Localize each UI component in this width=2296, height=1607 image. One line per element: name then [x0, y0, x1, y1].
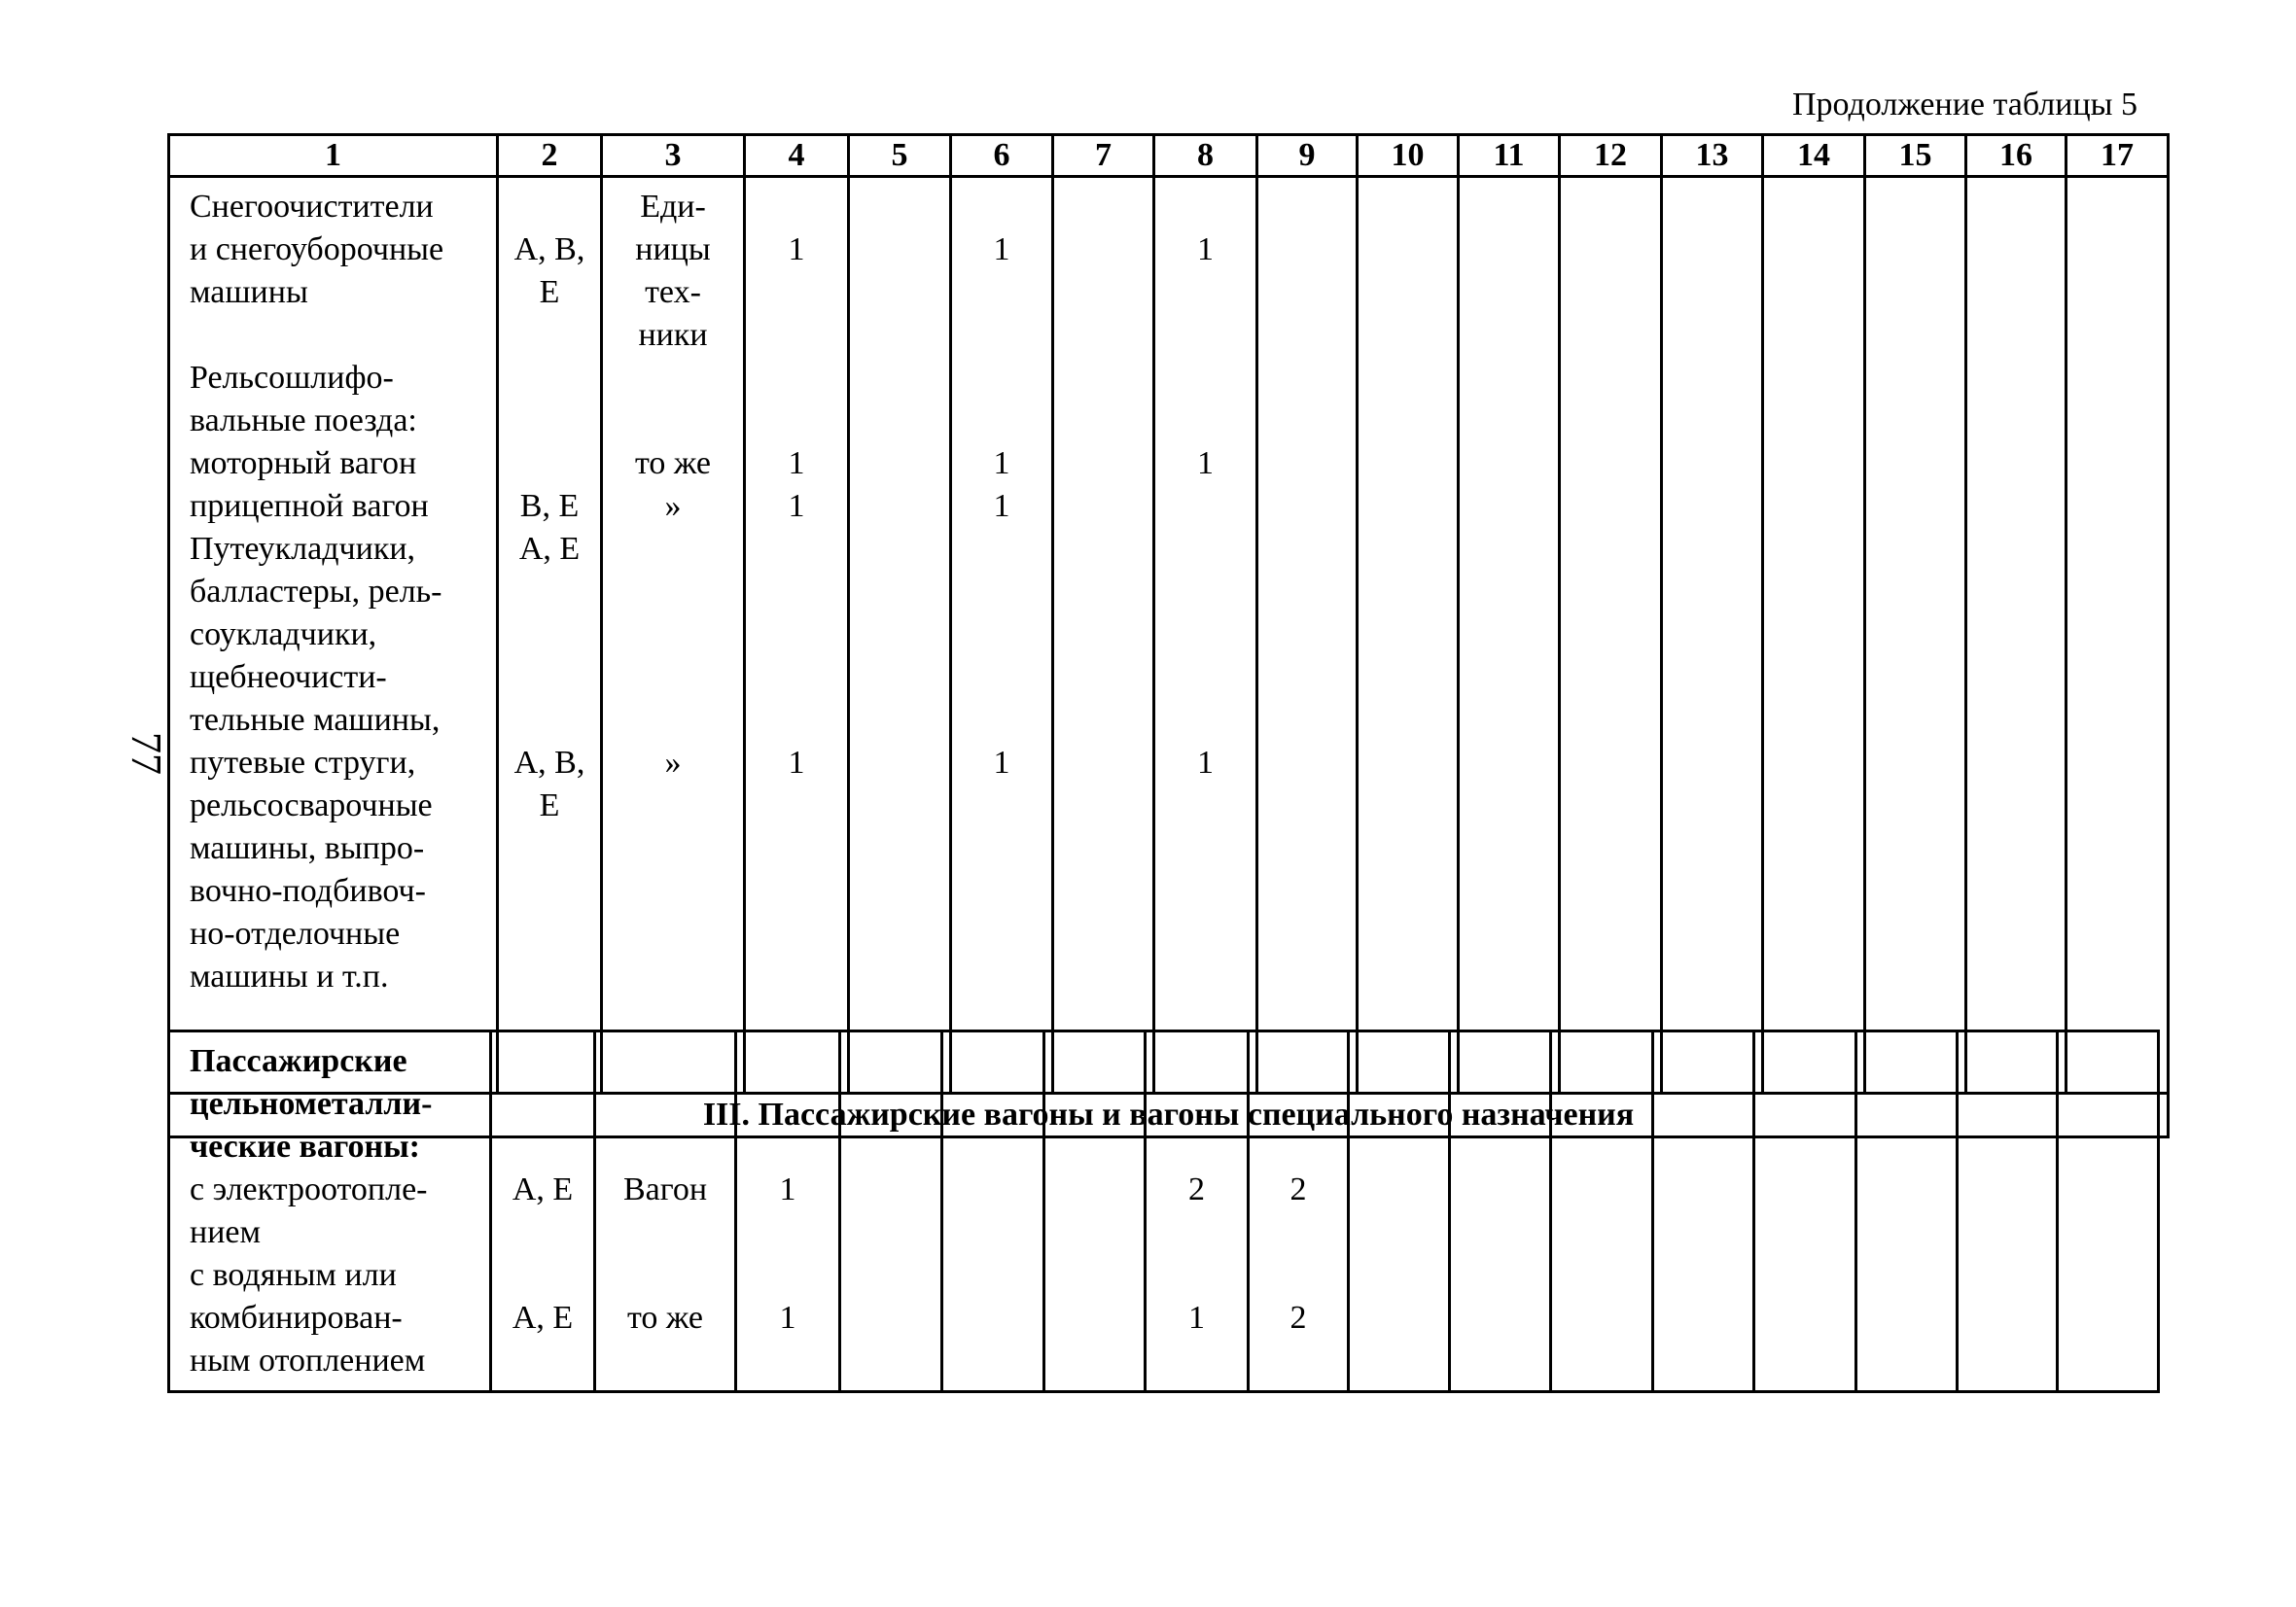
empty-cell	[942, 1031, 1044, 1392]
col4-value: 1	[779, 1171, 796, 1207]
empty-cell	[1662, 177, 1763, 1094]
col8-lines	[1155, 186, 1255, 785]
text-line	[499, 613, 600, 656]
header-cell: 5	[849, 135, 951, 177]
name-cell	[169, 1031, 491, 1392]
text-line	[1155, 528, 1255, 571]
text-line: 1	[993, 231, 1010, 267]
text-line: машины	[190, 274, 308, 310]
header-cell: 17	[2066, 135, 2169, 177]
text-line	[1155, 271, 1255, 314]
text-line: 1	[788, 231, 805, 267]
empty-cell	[1257, 177, 1358, 1094]
col6-cell	[951, 177, 1053, 1094]
unit-value: Вагон	[622, 1171, 708, 1207]
unit-lines	[596, 1040, 734, 1340]
text-line: 1	[788, 488, 805, 524]
text-line: 1	[1197, 445, 1214, 481]
text-line: 1	[788, 445, 805, 481]
text-line	[603, 400, 743, 442]
text-line	[952, 186, 1051, 228]
text-line	[952, 528, 1051, 571]
text-line	[603, 357, 743, 400]
text-line: 1	[788, 745, 805, 781]
text-line	[1155, 571, 1255, 613]
empty-cell	[1358, 177, 1459, 1094]
col4-value: 1	[779, 1300, 796, 1336]
text-line: комбинирован-	[190, 1300, 403, 1336]
text-line: путевые струги,	[190, 745, 416, 781]
col8-cell	[1154, 177, 1257, 1094]
text-line	[603, 613, 743, 656]
empty-cell	[849, 177, 951, 1094]
unit-cell	[602, 177, 745, 1094]
text-line: 1	[993, 445, 1010, 481]
table-bottom	[167, 1030, 2160, 1393]
text-line: ческие вагоны:	[190, 1129, 420, 1165]
text-line: нием	[190, 1214, 261, 1250]
category-value: А, Е	[512, 1171, 574, 1207]
header-cell: 6	[951, 135, 1053, 177]
empty-cell	[1865, 177, 1966, 1094]
header-cell: 4	[745, 135, 849, 177]
header-cell: 11	[1459, 135, 1560, 177]
empty-cell	[1459, 177, 1560, 1094]
empty-cell	[1053, 177, 1154, 1094]
text-line	[952, 656, 1051, 699]
text-line	[499, 442, 600, 485]
col8-value: 2	[1188, 1171, 1205, 1207]
col4-lines	[746, 186, 847, 785]
text-line	[1155, 699, 1255, 742]
text-line	[1155, 186, 1255, 228]
text-line	[1155, 314, 1255, 357]
text-line: рельсосварочные	[190, 787, 433, 823]
text-line	[746, 699, 847, 742]
page-number: 77	[123, 732, 170, 775]
text-line: 1	[1197, 231, 1214, 267]
text-line	[499, 913, 600, 956]
text-line	[746, 400, 847, 442]
col4-cell	[736, 1031, 840, 1392]
header-cell: 7	[1053, 135, 1154, 177]
text-line: но-отделочные	[190, 916, 401, 952]
header-cell: 9	[1257, 135, 1358, 177]
text-line	[952, 613, 1051, 656]
text-line: Путеукладчики,	[190, 531, 416, 567]
text-line	[190, 314, 486, 357]
text-line: то же	[634, 445, 712, 481]
text-line	[746, 656, 847, 699]
text-line: ницы	[635, 231, 711, 267]
text-line	[746, 571, 847, 613]
empty-cell	[1551, 1031, 1653, 1392]
table-row	[169, 177, 2169, 1094]
text-line: прицепной вагон	[190, 488, 429, 524]
text-line	[746, 357, 847, 400]
header-cell: 15	[1865, 135, 1966, 177]
text-line: вальные поезда:	[190, 402, 417, 438]
text-line	[952, 699, 1051, 742]
col4-cell	[745, 177, 849, 1094]
empty-cell	[1044, 1031, 1146, 1392]
header-cell: 13	[1662, 135, 1763, 177]
category-cell	[491, 1031, 595, 1392]
name-lines	[190, 1169, 479, 1382]
text-line: моторный вагон	[190, 445, 417, 481]
text-line: В, Е	[519, 488, 580, 524]
empty-cell	[1450, 1031, 1551, 1392]
header-cell: 14	[1763, 135, 1865, 177]
text-line	[499, 571, 600, 613]
text-line	[1155, 400, 1255, 442]
text-line	[499, 186, 600, 228]
empty-cell	[840, 1031, 942, 1392]
text-line	[499, 870, 600, 913]
col9-value: 2	[1289, 1300, 1307, 1336]
name-bold-lines	[190, 1040, 479, 1169]
text-line	[952, 271, 1051, 314]
unit-cell	[595, 1031, 736, 1392]
text-line: 1	[1197, 745, 1214, 781]
text-line: Е	[539, 787, 560, 823]
col9-cell	[1249, 1031, 1349, 1392]
text-line: Еди-	[640, 189, 706, 225]
text-line	[746, 314, 847, 357]
col9-lines	[1250, 1040, 1347, 1340]
text-line	[499, 357, 600, 400]
text-line: ники	[638, 317, 708, 353]
text-line: машины и т.п.	[190, 959, 389, 995]
empty-cell	[1763, 177, 1865, 1094]
col8-cell	[1146, 1031, 1249, 1392]
table-top	[167, 133, 2170, 1138]
text-line	[952, 571, 1051, 613]
text-line: 1	[993, 745, 1010, 781]
empty-cell	[2066, 177, 2169, 1094]
header-cell: 10	[1358, 135, 1459, 177]
text-line	[1155, 656, 1255, 699]
header-row	[169, 135, 2169, 177]
table-row	[169, 1031, 2159, 1392]
text-line	[499, 827, 600, 870]
text-line	[603, 528, 743, 571]
empty-cell	[1966, 177, 2066, 1094]
text-line: и снегоуборочные	[190, 231, 444, 267]
section-title: III. Пассажирские вагоны и вагоны специального назначения	[169, 1094, 2169, 1137]
text-line	[952, 400, 1051, 442]
empty-cell	[1856, 1031, 1958, 1392]
text-line	[746, 186, 847, 228]
text-line	[499, 699, 600, 742]
text-line	[1155, 357, 1255, 400]
text-line: ным отоплением	[190, 1343, 426, 1379]
text-line: вочно-подбивоч-	[190, 873, 426, 909]
text-line	[746, 271, 847, 314]
name-cell	[169, 177, 498, 1094]
text-line: А, В,	[513, 231, 585, 267]
text-line	[499, 656, 600, 699]
text-line	[746, 528, 847, 571]
table-caption: Продолжение таблицы 5	[1791, 87, 2137, 122]
text-line: щебнеочисти-	[190, 659, 387, 695]
text-line: машины, выпро-	[190, 830, 425, 866]
col8-value: 1	[1188, 1300, 1205, 1336]
text-line	[499, 956, 600, 998]
text-line	[952, 314, 1051, 357]
header-cell: 12	[1560, 135, 1662, 177]
text-line	[746, 613, 847, 656]
text-line	[603, 571, 743, 613]
text-line: 1	[993, 488, 1010, 524]
category-lines	[499, 186, 600, 1084]
header-cell: 2	[498, 135, 602, 177]
unit-value: то же	[626, 1300, 704, 1336]
text-line: »	[664, 488, 682, 524]
category-cell	[498, 177, 602, 1094]
text-line: балластеры, рель-	[190, 574, 442, 610]
text-line: Е	[539, 274, 560, 310]
header-cell: 3	[602, 135, 745, 177]
col4-lines	[737, 1040, 838, 1340]
text-line	[603, 656, 743, 699]
header-cell: 16	[1966, 135, 2066, 177]
empty-cell	[1754, 1031, 1856, 1392]
col9-value: 2	[1289, 1171, 1307, 1207]
empty-cell	[1958, 1031, 2058, 1392]
text-line: соукладчики,	[190, 616, 377, 652]
text-line	[1155, 613, 1255, 656]
header-cell: 1	[169, 135, 498, 177]
unit-lines	[603, 186, 743, 785]
text-line	[1155, 485, 1255, 528]
col6-lines	[952, 186, 1051, 785]
text-line: Рельсошлифо-	[190, 360, 394, 396]
text-line	[603, 699, 743, 742]
text-line	[499, 400, 600, 442]
empty-cell	[1560, 177, 1662, 1094]
name-lines	[190, 186, 486, 998]
text-line: Снегоочистители	[190, 189, 434, 225]
category-lines	[492, 1040, 593, 1340]
header-cell: 8	[1154, 135, 1257, 177]
text-line: с водяным или	[190, 1257, 397, 1293]
category-value: А, Е	[512, 1300, 574, 1336]
col8-lines	[1147, 1040, 1247, 1340]
text-line: цельнометалли-	[190, 1086, 433, 1122]
text-line: тех-	[645, 274, 701, 310]
empty-cell	[1349, 1031, 1450, 1392]
empty-cell	[1653, 1031, 1754, 1392]
text-line: А, В,	[513, 745, 585, 781]
text-line: тельные машины,	[190, 702, 441, 738]
text-line: Пассажирские	[190, 1043, 407, 1079]
text-line	[952, 357, 1051, 400]
text-line	[499, 314, 600, 357]
text-line: с электроотопле-	[190, 1171, 428, 1207]
empty-cell	[2058, 1031, 2159, 1392]
text-line: »	[664, 745, 682, 781]
text-line: А, Е	[518, 531, 581, 567]
